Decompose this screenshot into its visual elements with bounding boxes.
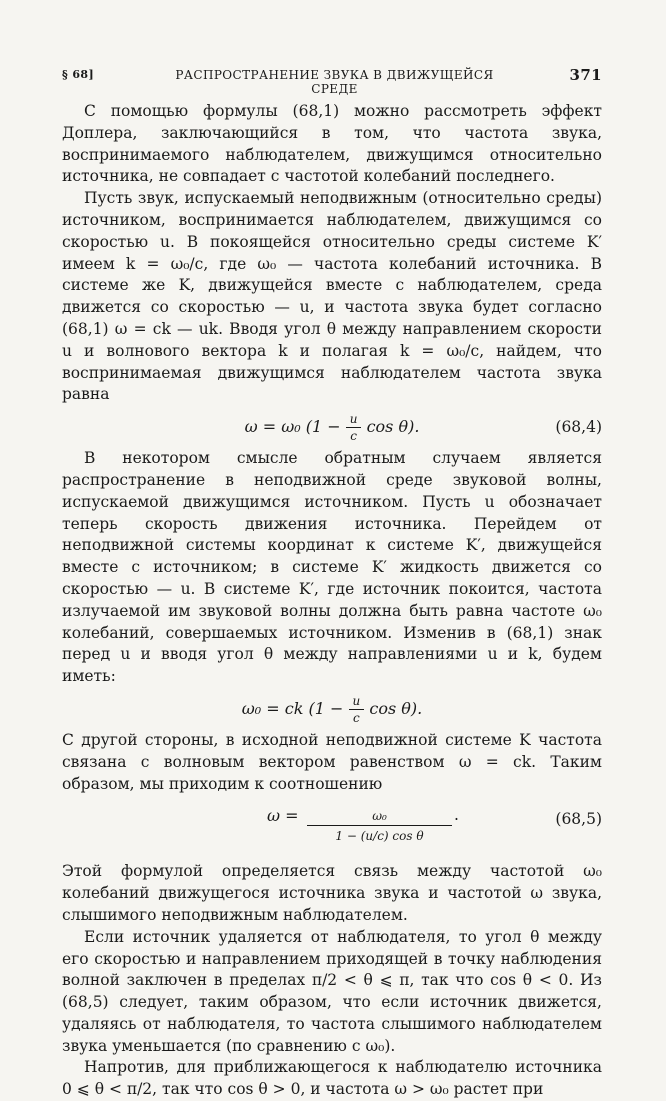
equation-number: (68,5) xyxy=(555,810,602,829)
equation-lhs: ω₀ = ck (1 − xyxy=(241,698,344,718)
paragraph: Если источник удаляется от наблюдателя, то угол θ между его скоростью и направлением приходящей в точку наблюдения волной заключен в пределах π/2 < θ ⩽ π, так что cos θ < 0. Из (68,5) следует, таким образом, что если источник движется, удаляясь от наблюдателя, то частота слышимого наблюдателем звука уменьшается (по сравнению с ω₀). xyxy=(62,927,602,1055)
equation-rhs: cos θ). xyxy=(369,698,423,718)
equation-source xyxy=(62,688,602,730)
equation-number: (68,4) xyxy=(555,418,602,437)
paragraph: В некотором смысле обратным случаем является распространение в неподвижной среде звуковой волны, испускаемой движущимся источником. Пусть u обозначает теперь скорость движения источника. Перейдем от неподвижной системы координат к системе K′, движущейся вместе с источником; в системе K′ жидкость движется со скоростью — u. В системе K′, где источник покоится, частота излучаемой им звуковой волны должна быть равна частоте ω₀ колебаний, совершаемых источником. Изменив в (68,1) знак перед u и вводя угол θ между направлениями u и k, будем иметь: xyxy=(62,449,602,686)
equation-68-4 xyxy=(62,406,602,448)
equation-lhs: ω = ω₀ (1 − xyxy=(244,417,341,437)
paragraph: Пусть звук, испускаемый неподвижным (относительно среды) источником, воспринимается наблюдателем, движущимся со скоростью u. В покоящейся относительно среды системе K′ имеем k = ω₀/c, где ω₀ — частота колебаний источника. В системе же K, движущейся вместе с наблюдателем, среда движется со скоростью — u, и частота звука будет согласно (68,1) ω = ck — uk. Вводя угол θ между направлением скорости u и волнового вектора k и полагая k = ω₀/c, найдем, что воспринимаемая движущимся наблюдателем частота звука равна xyxy=(62,189,602,404)
paragraph: С другой стороны, в исходной неподвижной системе K частота связана с волновым вектором равенством ω = ck. Таким образом, мы приходим к соотношению xyxy=(62,730,602,793)
running-title: РАСПРОСТРАНЕНИЕ ЗВУКА В ДВИЖУЩЕЙСЯ СРЕДЕ xyxy=(175,68,494,96)
fraction: $\frac{u}{c}$ xyxy=(346,411,362,444)
equation-lhs: ω = xyxy=(267,806,299,826)
paragraph: Этой формулой определяется связь между частотой ω₀ колебаний движущегося источника звука и частотой ω звука, слышимого неподвижным наблюдателем. xyxy=(62,862,602,924)
fraction: $\frac{\text{ω₀}}{\text{1 − (u/c) cos θ}}$ xyxy=(307,807,452,846)
page-body xyxy=(62,101,602,1101)
equation-68-5: ω = $\frac{\text{ω₀}}{\text{1 − (u/c) cos θ}}$ . (68,5) xyxy=(62,795,602,861)
equation-rhs: cos θ). xyxy=(366,417,420,437)
fraction: $\frac{u}{c}$ xyxy=(349,693,365,726)
paragraph: Напротив, для приближающегося к наблюдателю источника 0 ⩽ θ < π/2, так что cos θ > 0, и частота ω > ω₀ растет при xyxy=(62,1058,602,1099)
paragraph: С помощью формулы (68,1) можно рассмотреть эффект Доплера, заключающийся в том, что частота звука, воспринимаемого наблюдателем, движущимся относительно источника, не совпадает с частотой колебаний последнего. xyxy=(62,102,602,186)
page-number: 371 xyxy=(569,66,602,84)
section-marker: § 68] xyxy=(62,68,95,81)
page-header xyxy=(62,66,602,96)
